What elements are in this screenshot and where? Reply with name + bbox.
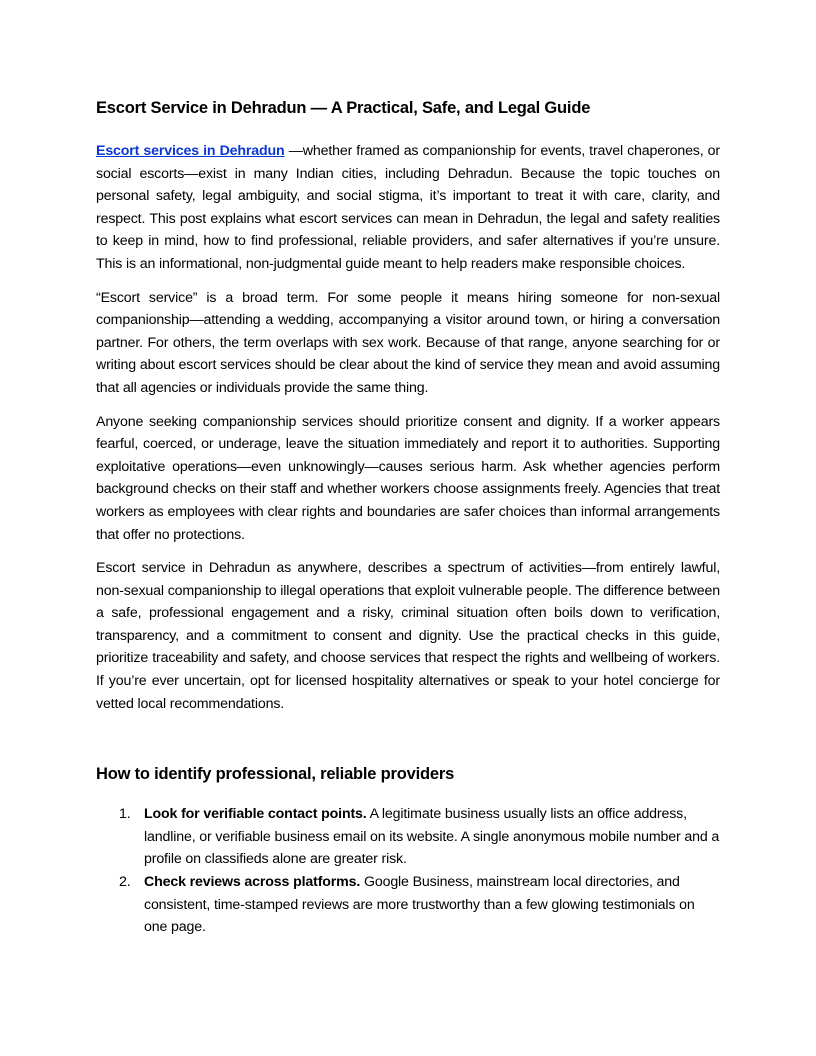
list-item-lead: Look for verifiable contact points. [144, 806, 367, 823]
document-title: Escort Service in Dehradun — A Practical, Safe, and Legal Guide [96, 99, 591, 117]
intro-paragraph [96, 140, 720, 276]
paragraph-definition: “Escort service” is a broad term. For some people it means hiring someone for non-sexual companionship—attending a wedding, accompanying a visitor around town, or hiring a conversation partner. For others, the term overlaps with sex work. Because of that range, anyone searching for or writing about escort services should be clear about the kind of service they mean and avoid assuming that all agencies or individuals provide the same thing. [96, 289, 720, 396]
provider-checklist [96, 803, 720, 939]
document-page [96, 96, 720, 939]
paragraph-consent: Anyone seeking companionship services should prioritize consent and dignity. If a worker appears fearful, coerced, or underage, leave the situation immediately and report it to authorities. Supporting exploitative operations—even unknowingly—causes serious harm. Ask whether agencies perform background checks on their staff and whether workers choose assignments freely. Agencies that treat workers as employees with clear rights and boundaries are safer choices than informal arrangements that offer no protections. [96, 413, 720, 543]
intro-text: —whether framed as companionship for events, travel chaperones, or social escorts—exist in many Indian cities, including Dehradun. Because the topic touches on personal safety, legal ambiguity, and social stigma, it’s important to treat it with care, clarity, and respect. This post explains what escort services can mean in Dehradun, the legal and safety realities to keep in mind, how to find professional, reliable providers, and safer alternatives if you’re unsure. This is an informational, non-judgmental guide meant to help readers make responsible choices. [96, 143, 720, 272]
list-item [119, 871, 720, 939]
list-item-text: Google Business, mainstream local directories, and consistent, time-stamped reviews are more trustworthy than a few glowing testimonials on one page. [144, 874, 695, 936]
list-item [119, 803, 720, 871]
paragraph-summary: Escort service in Dehradun as anywhere, describes a spectrum of activities—from entirely lawful, non-sexual companionship to illegal operations that exploit vulnerable people. The difference between a safe, professional engagement and a risky, criminal situation often boils down to verification, transparency, and a commitment to consent and dignity. Use the practical checks in this guide, prioritize traceability and safety, and choose services that respect the rights and wellbeing of workers. If you’re ever uncertain, opt for licensed hospitality alternatives or speak to your hotel concierge for vetted local recommendations. [96, 560, 720, 712]
list-item-text: A legitimate business usually lists an office address, landline, or verifiable business email on its website. A single anonymous mobile number and a profile on classifieds alone are greater risk. [144, 806, 720, 868]
escort-services-link[interactable]: Escort services in Dehradun [96, 143, 285, 159]
list-item-lead: Check reviews across platforms. [144, 874, 361, 891]
list-item-number: 2. [119, 874, 131, 891]
list-item-number: 1. [119, 806, 131, 823]
section-title: How to identify professional, reliable providers [96, 765, 455, 784]
